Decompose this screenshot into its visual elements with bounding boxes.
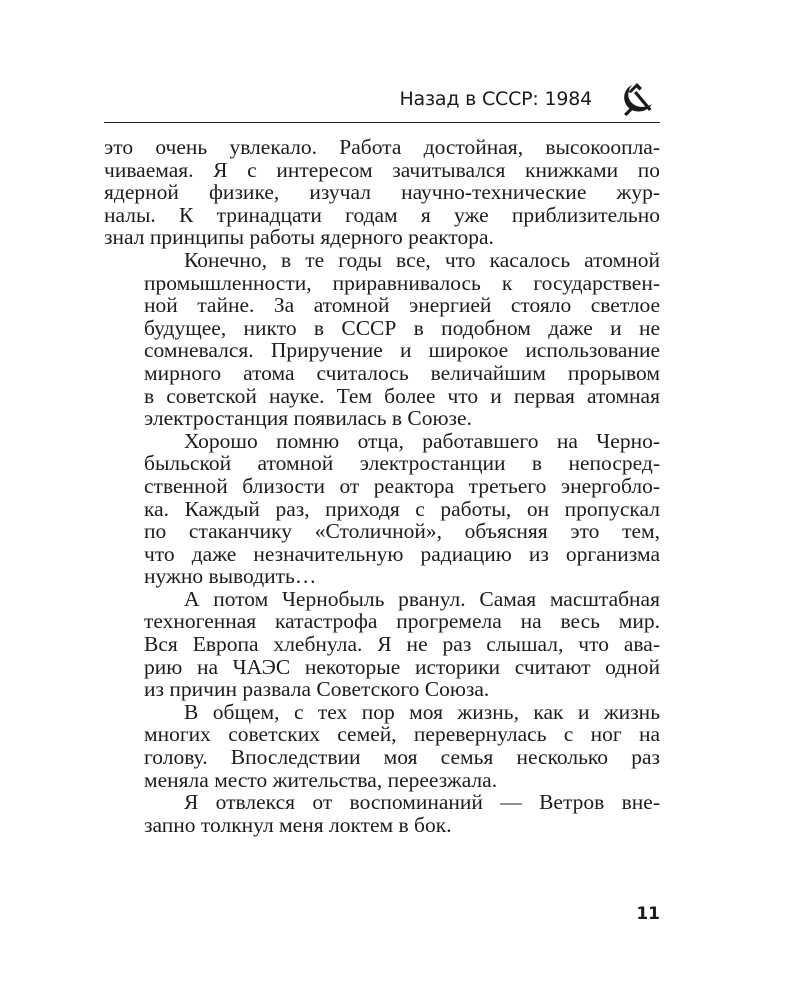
body-text [104,136,660,836]
text-line: Хорошо помню отца, работавшего на Черно- [184,428,660,453]
text-line: голову. Впоследствии моя семья несколько раз [144,745,660,770]
paragraph-2 [104,249,660,430]
text-line: налы. К тринадцати годам я уже приблизительно [104,202,660,227]
text-line: по стаканчику «Столичной», объясняя это тем, [144,519,660,544]
hammer-and-sickle-icon [618,78,658,118]
text-line: ственной близости от реактора третьего энергобло- [144,473,660,498]
text-line: запно толкнул меня локтем в бок. [144,812,452,837]
text-line: мирного атома считалось величайшим прорывом [144,360,660,385]
paragraph-1 [104,136,660,249]
text-line: В общем, с тех пор моя жизнь, как и жизнь [184,699,660,724]
paragraph-5 [104,701,660,791]
text-line: промышленности, приравнивалось к государствен- [144,270,660,295]
text-line: ной тайне. За атомной энергией стояло светлое [144,293,660,318]
text-line: сомневался. Приручение и широкое использование [144,338,660,363]
text-line: Я отвлекся от воспоминаний — Ветров вне- [184,790,660,815]
paragraph-4 [104,588,660,701]
running-head [104,78,660,122]
text-line: ка. Каждый раз, приходя с работы, он пропускал [144,496,660,521]
text-line: Вся Европа хлебнула. Я не раз слышал, что ава- [144,632,660,657]
text-line: электростанция появилась в Союзе. [144,406,472,431]
text-line: знал принципы работы ядерного реактора. [104,225,494,250]
header-title: Назад в СССР: 1984 [399,88,592,110]
text-line: Конечно, в те годы все, что касалось атомной [184,247,660,272]
text-line: чиваемая. Я с интересом зачитывался книжками по [104,157,660,182]
text-line: техногенная катастрофа прогремела на весь мир. [144,609,660,634]
text-line: из причин развала Советского Союза. [144,677,490,702]
text-line: что даже незначительную радиацию из организма [144,541,660,566]
paragraph-6 [104,791,660,836]
text-line: в советской науке. Тем более что и первая атомная [144,383,660,408]
text-line: А потом Чернобыль рванул. Самая масштабная [184,586,660,611]
text-line: быльской атомной электростанции в непосред- [144,451,660,476]
text-line: рию на ЧАЭС некоторые историки считают одной [144,654,660,679]
page-number: 11 [636,904,660,924]
text-line: меняла место жительства, переезжала. [144,767,498,792]
text-line: ядерной физике, изучал научно-технические жур- [104,180,660,205]
header-rule [104,122,660,123]
text-line: это очень увлекало. Работа достойная, высокоопла- [104,135,660,159]
paragraph-3 [104,430,660,588]
text-line: многих советских семей, перевернулась с ног на [144,722,660,747]
text-line: будущее, никто в СССР в подобном даже и не [144,315,660,340]
text-line: нужно выводить… [144,564,317,589]
